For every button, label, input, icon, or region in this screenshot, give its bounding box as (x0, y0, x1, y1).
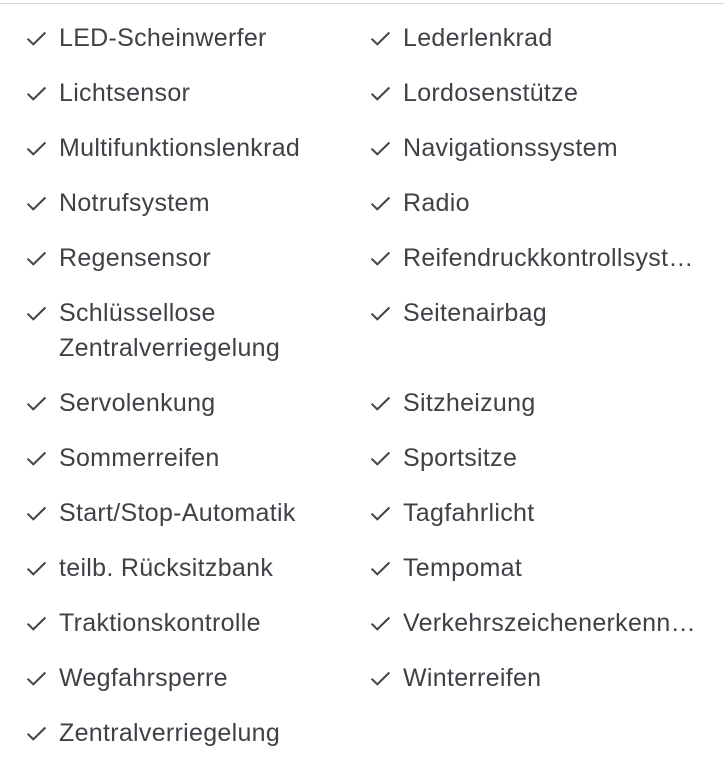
feature-item (26, 186, 370, 221)
feature-item (370, 296, 720, 366)
feature-item (26, 716, 370, 751)
check-icon (370, 551, 391, 586)
feature-item (26, 441, 370, 476)
check-icon (26, 606, 47, 641)
feature-item (370, 186, 720, 221)
check-icon (26, 551, 47, 586)
feature-item (370, 551, 720, 586)
feature-label: LED-Scheinwerfer (59, 24, 267, 52)
check-icon (370, 131, 391, 166)
feature-label: Traktionskontrolle (59, 609, 261, 637)
feature-label: Tempomat (403, 554, 523, 582)
feature-item (26, 241, 370, 276)
check-icon (26, 76, 47, 111)
feature-label: Reifendruckkontrollsyst… (403, 244, 694, 272)
feature-label: Sitzheizung (403, 389, 536, 417)
feature-label: Start/Stop-Automatik (59, 499, 296, 527)
check-icon (370, 241, 391, 276)
check-icon (370, 661, 391, 696)
feature-label: Sommerreifen (59, 444, 220, 472)
check-icon (370, 386, 391, 421)
feature-label: Tagfahrlicht (403, 499, 535, 527)
feature-item (26, 496, 370, 531)
check-icon (26, 241, 47, 276)
feature-item (26, 76, 370, 111)
feature-label: Seitenairbag (403, 299, 547, 327)
feature-item (26, 661, 370, 696)
feature-item (26, 296, 370, 366)
feature-label: Lederlenkrad (403, 24, 553, 52)
feature-label: Multifunktionslenkrad (59, 134, 301, 162)
feature-item (26, 551, 370, 586)
check-icon (370, 441, 391, 476)
check-icon (370, 76, 391, 111)
feature-label: Radio (403, 189, 470, 217)
check-icon (26, 386, 47, 421)
check-icon (370, 296, 391, 331)
check-icon (26, 131, 47, 166)
feature-item (370, 386, 720, 421)
feature-item (370, 496, 720, 531)
feature-label: Lichtsensor (59, 79, 191, 107)
check-icon (26, 441, 47, 476)
feature-label: Sportsitze (403, 444, 518, 472)
check-icon (370, 606, 391, 641)
feature-item (370, 606, 720, 641)
feature-label: Schlüssellose Zentralverriegelung (59, 299, 281, 362)
feature-item (370, 241, 720, 276)
feature-item (370, 21, 720, 56)
feature-label: Zentralverriegelung (59, 719, 281, 747)
feature-item (370, 76, 720, 111)
feature-item (26, 386, 370, 421)
check-icon (26, 21, 47, 56)
feature-label: Servolenkung (59, 389, 216, 417)
feature-label: Notrufsystem (59, 189, 210, 217)
check-icon (26, 296, 47, 331)
feature-item (26, 21, 370, 56)
feature-label: Navigationssystem (403, 134, 618, 162)
check-icon (26, 716, 47, 751)
equipment-feature-list (0, 4, 724, 751)
check-icon (370, 496, 391, 531)
feature-item (370, 661, 720, 696)
check-icon (26, 496, 47, 531)
feature-item (26, 606, 370, 641)
feature-item (26, 131, 370, 166)
feature-label: Winterreifen (403, 664, 542, 692)
check-icon (26, 661, 47, 696)
feature-item (370, 441, 720, 476)
feature-label: Wegfahrsperre (59, 664, 228, 692)
feature-label: Regensensor (59, 244, 212, 272)
check-icon (26, 186, 47, 221)
feature-label: Verkehrszeichenerkenn… (403, 609, 696, 637)
feature-label: teilb. Rücksitzbank (59, 554, 274, 582)
feature-label: Lordosenstütze (403, 79, 579, 107)
check-icon (370, 21, 391, 56)
feature-item (370, 131, 720, 166)
check-icon (370, 186, 391, 221)
